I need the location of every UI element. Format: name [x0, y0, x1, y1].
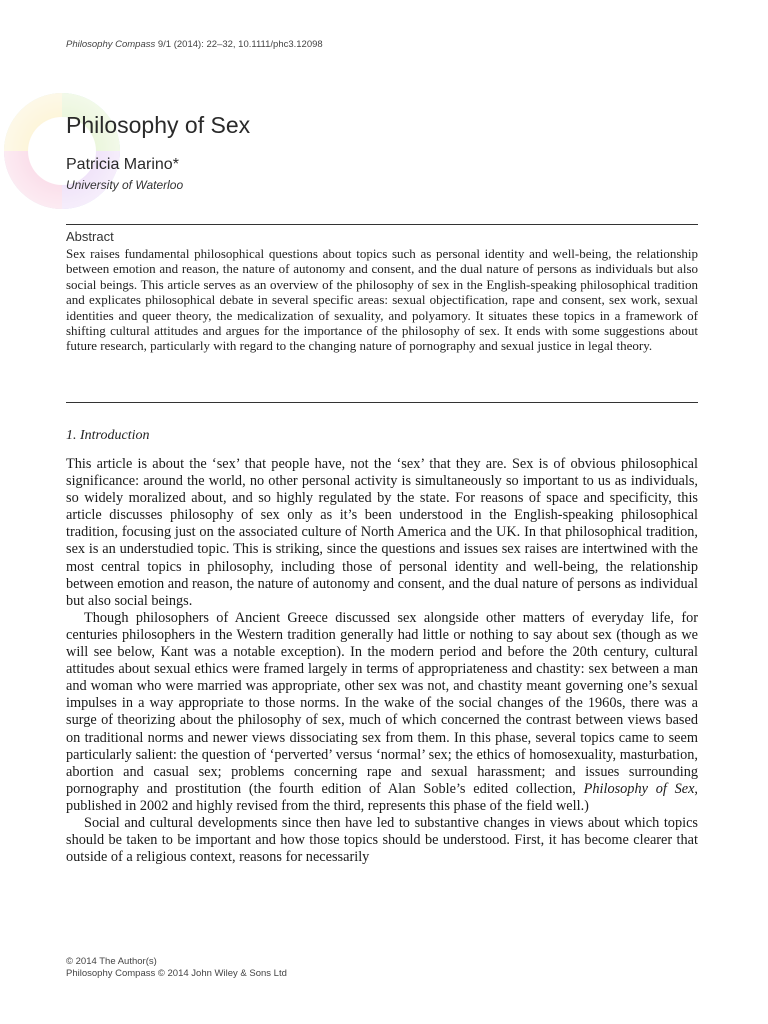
article-title: Philosophy of Sex: [66, 112, 251, 138]
abstract-heading: Abstract: [66, 229, 114, 244]
section-heading-introduction: 1. Introduction: [66, 428, 150, 443]
copyright-footer: [66, 956, 287, 979]
citation: 9/1 (2014): 22–32, 10.1111/phc3.12098: [155, 39, 323, 50]
paragraph-2: [66, 610, 698, 815]
paragraph-1: This article is about the ‘sex’ that people have, not the ‘sex’ that they are. Sex is of obvious philosophical significance: around the world, no other personal activity is simultaneously so important to us as individuals, so widely moralized about, and so highly regulated by the state. For reasons of space and specificity, this article discusses philosophy of sex only as it’s been understood in the English-speaking philosophical tradition, focusing just on the associated culture of North America and the UK. In that philosophical tradition, sex is an understudied topic. This is striking, since the questions and issues sex raises are intertwined with the most central topics in philosophy, including those of personal identity and well-being, the relationship between emotion and reason, the nature of autonomy and consent, and the dual nature of persons as individual but also social beings.: [66, 456, 698, 609]
article-body: [66, 456, 698, 866]
copyright-line-2: Philosophy Compass © 2014 John Wiley & Sons Ltd: [66, 967, 287, 979]
abstract-bottom-rule: [66, 402, 698, 403]
journal-name: Philosophy Compass: [66, 39, 156, 50]
paragraph-2-text-a: Though philosophers of Ancient Greece discussed sex alongside other matters of everyday life, for centuries philosophers in the Western tradition generally had little or nothing to say about sex (though as we will see below, Kant was a notable exception). In the modern period and before the 20th century, cultural attitudes about sexual ethics were framed largely in terms of appropriateness and chastity: sex between a man and woman who were married was appropriate, other sex was not, and chastity meant governing one’s sexual impulses in a way appropriate to those norms. In the wake of the social changes of the 1960s, there was a surge of theorizing about the philosophy of sex, much of which concerned the contrast between views based on traditional norms and newer views dissociating sex from them. In this phase, several topics came to seem particularly salient: the question of ‘perverted’ versus ‘normal’ sex; the ethics of homosexuality, masturbation, abortion and casual sex; problems concerning rape and sexual harassment; and issues surrounding pornography and prostitution (the fourth edition of Alan Soble’s edited collection,: [66, 609, 698, 797]
journal-logo-icon: [0, 86, 152, 216]
abstract-top-rule: [66, 224, 698, 225]
book-title: Philosophy of Sex: [583, 780, 695, 797]
paragraph-2-text-b: , published in 2002 and highly revised from the third, represents this phase of the field well.): [66, 780, 698, 814]
copyright-line-1: © 2014 The Author(s): [66, 956, 157, 967]
author-affiliation: University of Waterloo: [66, 178, 184, 192]
running-head: [66, 39, 323, 50]
abstract-text: Sex raises fundamental philosophical questions about topics such as personal identity and well-being, the relationship between emotion and reason, the nature of autonomy and consent, and the dual nature of persons as individuals but also social beings. This article serves as an overview of the philosophy of sex in the English-speaking philosophical tradition and explicates philosophical debate in several specific areas: sexual objectification, rape and consent, sex work, sexual identities and queer theory, the medicalization of sexuality, and polyamory. It situates these topics in a framework of shifting cultural attitudes and argues for the importance of the philosophy of sex. It ends with some suggestions about future research, particularly with regard to the changing nature of pornography and sexual justice in legal theory.: [66, 246, 698, 354]
author-name: Patricia Marino*: [66, 156, 179, 173]
paragraph-3: Social and cultural developments since then have led to substantive changes in views about which topics should be taken to be important and how those topics should be understood. First, it has become clearer that outside of a religious context, reasons for necessarily: [66, 814, 698, 866]
